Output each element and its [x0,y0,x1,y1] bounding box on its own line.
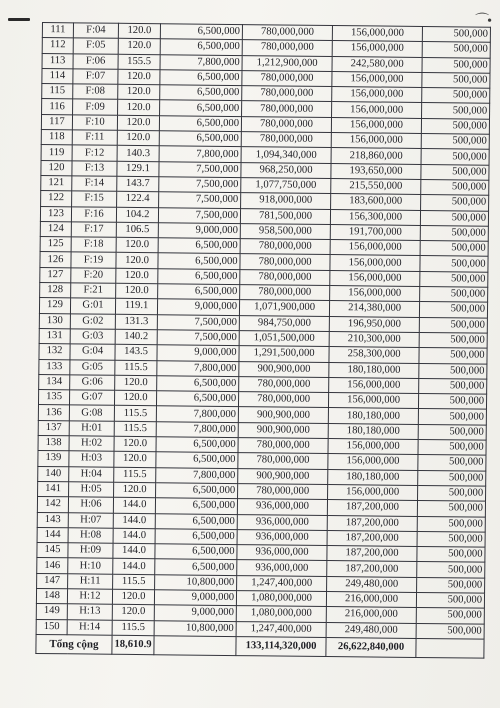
cell-price: 6,500,000 [160,39,242,55]
cell-fee: 500,000 [420,302,488,318]
cell-no: 132 [39,344,70,360]
cell-no: 136 [38,405,69,421]
cell-deposit: 210,300,000 [329,331,419,347]
cell-lot-code: H:03 [69,451,114,467]
totals-fee-empty [416,638,484,658]
cell-fee: 500,000 [420,256,488,272]
cell-fee: 500,000 [420,225,488,241]
cell-price: 6,500,000 [158,238,240,254]
cell-lot-code: F:17 [71,222,116,238]
cell-lot-code: H:09 [68,543,113,559]
cell-price: 7,500,000 [158,207,240,223]
cell-area: 140.3 [117,146,159,162]
cell-fee: 500,000 [420,287,488,303]
cell-deposit: 218,860,000 [331,148,421,164]
cell-price: 6,500,000 [157,391,239,407]
cell-area: 120.0 [117,130,159,146]
cell-price: 6,500,000 [157,376,239,392]
cell-total: 1,094,340,000 [241,147,331,163]
cell-no: 111 [42,23,73,39]
cell-deposit: 156,000,000 [332,87,422,103]
cell-deposit: 187,200,000 [327,546,417,562]
cell-total: 936,000,000 [237,529,327,545]
cell-no: 143 [37,512,68,528]
cell-price: 6,500,000 [155,513,237,529]
cell-fee: 500,000 [422,88,490,104]
cell-fee: 500,000 [419,363,487,379]
cell-fee: 500,000 [419,317,487,333]
cell-total: 900,900,000 [238,468,328,484]
cell-deposit: 191,700,000 [330,224,420,240]
cell-price: 7,500,000 [157,314,239,330]
cell-area: 115.5 [115,360,157,376]
cell-total: 900,900,000 [239,361,329,377]
cell-no: 131 [39,328,70,344]
cell-deposit: 156,000,000 [328,454,418,470]
cell-total: 1,071,900,000 [240,300,330,316]
cell-fee: 500,000 [422,57,490,73]
cell-fee: 500,000 [419,378,487,394]
cell-deposit: 216,000,000 [326,591,416,607]
cell-price: 6,500,000 [160,85,242,101]
cell-lot-code: F:07 [73,69,118,85]
cell-lot-code: F:15 [72,191,117,207]
cell-lot-code: G:06 [70,375,115,391]
cell-no: 140 [38,466,69,482]
cell-fee: 500,000 [418,470,486,486]
totals-label: Tổng cộng [36,634,112,654]
cell-total: 900,900,000 [238,407,328,423]
cell-area: 120.0 [114,390,156,406]
cell-total: 780,000,000 [239,392,329,408]
cell-area: 120.0 [116,253,158,269]
cell-price: 7,800,000 [156,467,238,483]
cell-total: 1,077,750,000 [241,178,331,194]
cell-price: 6,500,000 [156,437,238,453]
cell-deposit: 156,000,000 [332,41,422,57]
cell-no: 137 [38,420,69,436]
cell-area: 144.0 [113,543,155,559]
cell-deposit: 156,000,000 [332,26,422,42]
cell-fee: 500,000 [421,118,489,134]
cell-total: 918,000,000 [241,193,331,209]
cell-no: 113 [42,53,73,69]
cell-no: 115 [42,84,73,100]
cell-lot-code: F:11 [72,130,117,146]
cell-area: 144.0 [113,497,155,513]
cell-no: 112 [42,38,73,54]
cell-area: 106.5 [116,222,158,238]
cell-total: 780,000,000 [241,132,331,148]
cell-deposit: 214,380,000 [330,301,420,317]
cell-deposit: 187,200,000 [327,500,417,516]
cell-price: 10,800,000 [155,574,237,590]
cell-no: 147 [37,573,68,589]
cell-no: 124 [40,221,71,237]
cell-price: 6,500,000 [160,70,242,86]
cell-area: 131.3 [115,314,157,330]
cell-fee: 500,000 [418,424,486,440]
cell-no: 145 [37,543,68,559]
cell-no: 129 [39,298,70,314]
cell-fee: 500,000 [422,72,490,88]
cell-lot-code: F:06 [73,53,118,69]
cell-lot-code: H:11 [68,573,113,589]
cell-total: 780,000,000 [238,453,328,469]
cell-total: 781,500,000 [240,208,330,224]
cell-area: 119.1 [115,299,157,315]
cell-fee: 500,000 [419,394,487,410]
cell-no: 127 [40,267,71,283]
cell-no: 123 [40,206,71,222]
cell-fee: 500,000 [421,149,489,165]
cell-deposit: 156,000,000 [328,439,418,455]
cell-price: 9,000,000 [154,605,236,621]
cell-area: 120.0 [114,482,156,498]
cell-lot-code: G:04 [70,344,115,360]
cell-deposit: 242,580,000 [332,56,422,72]
cell-area: 115.5 [114,406,156,422]
cell-fee: 500,000 [420,210,488,226]
cell-fee: 500,000 [421,179,489,195]
cell-area: 129.1 [117,161,159,177]
cell-total: 936,000,000 [237,545,327,561]
cell-total: 1,080,000,000 [236,606,326,622]
cell-price: 7,800,000 [159,146,241,162]
cell-deposit: 156,300,000 [330,209,420,225]
cell-price: 6,500,000 [155,544,237,560]
cell-lot-code: F:18 [71,237,116,253]
cell-deposit: 196,950,000 [329,316,419,332]
cell-price: 7,800,000 [156,421,238,437]
cell-price: 9,000,000 [158,223,240,239]
cell-deposit: 156,000,000 [329,377,419,393]
cell-total: 900,900,000 [238,422,328,438]
cell-area: 120.0 [114,452,156,468]
cell-price: 6,500,000 [159,131,241,147]
cell-fee: 500,000 [418,485,486,501]
cell-total: 780,000,000 [240,254,330,270]
cell-deposit: 156,000,000 [332,102,422,118]
lot-price-table [35,22,491,659]
totals-price-empty [154,636,236,656]
cell-lot-code: H:08 [68,528,113,544]
cell-deposit: 249,480,000 [327,576,417,592]
cell-area: 143.7 [117,176,159,192]
cell-no: 130 [39,313,70,329]
cell-lot-code: H:01 [69,421,114,437]
cell-area: 120.0 [116,268,158,284]
cell-area: 115.5 [114,467,156,483]
cell-lot-code: H:04 [69,466,114,482]
cell-area: 120.0 [112,605,154,621]
cell-fee: 500,000 [418,409,486,425]
cell-total: 780,000,000 [240,269,330,285]
cell-lot-code: G:08 [69,405,114,421]
cell-price: 9,000,000 [154,590,236,606]
cell-deposit: 187,200,000 [327,530,417,546]
cell-no: 116 [42,99,73,115]
cell-fee: 500,000 [417,562,485,578]
cell-price: 6,500,000 [158,253,240,269]
cell-fee: 500,000 [422,26,490,42]
cell-area: 120.0 [118,23,160,39]
cell-fee: 500,000 [417,501,485,517]
cell-lot-code: H:14 [67,619,112,635]
cell-area: 120.0 [118,69,160,85]
cell-price: 6,500,000 [156,483,238,499]
cell-no: 144 [37,527,68,543]
cell-total: 780,000,000 [238,483,328,499]
cell-fee: 500,000 [417,516,485,532]
cell-area: 120.0 [114,436,156,452]
cell-no: 120 [41,160,72,176]
cell-price: 6,500,000 [155,559,237,575]
cell-total: 1,212,900,000 [242,55,332,71]
cell-fee: 500,000 [418,439,486,455]
cell-price: 10,800,000 [154,620,236,636]
cell-no: 146 [37,558,68,574]
cell-total: 780,000,000 [242,86,332,102]
cell-price: 6,500,000 [156,452,238,468]
totals-deposit: 26,622,840,000 [326,637,416,657]
cell-area: 115.5 [112,620,154,636]
cell-lot-code: F:21 [71,283,116,299]
cell-no: 142 [37,497,68,513]
cell-total: 968,250,000 [241,162,331,178]
cell-no: 149 [36,604,67,620]
cell-no: 121 [41,175,72,191]
cell-area: 120.0 [118,84,160,100]
cell-price: 6,500,000 [160,24,242,40]
cell-deposit: 249,480,000 [326,622,416,638]
cell-deposit: 156,000,000 [330,240,420,256]
cell-no: 141 [38,481,69,497]
cell-deposit: 215,550,000 [331,179,421,195]
cell-deposit: 187,200,000 [327,515,417,531]
cell-fee: 500,000 [421,195,489,211]
pen-mark-right: ⌒• [475,14,490,29]
cell-total: 780,000,000 [242,25,332,41]
pen-mark-left [8,18,30,21]
cell-deposit: 180,180,000 [328,423,418,439]
cell-fee: 500,000 [420,271,488,287]
cell-area: 115.5 [113,574,155,590]
cell-deposit: 180,180,000 [329,362,419,378]
cell-total: 936,000,000 [237,499,327,515]
cell-deposit: 156,000,000 [330,270,420,286]
cell-no: 133 [39,359,70,375]
cell-deposit: 258,300,000 [329,347,419,363]
cell-lot-code: F:16 [71,206,116,222]
cell-price: 6,500,000 [155,498,237,514]
cell-price: 7,800,000 [157,360,239,376]
cell-price: 6,500,000 [158,284,240,300]
cell-lot-code: F:19 [71,252,116,268]
cell-price: 9,000,000 [158,299,240,315]
cell-area: 120.0 [112,589,154,605]
cell-area: 120.0 [116,237,158,253]
cell-no: 125 [40,237,71,253]
cell-area: 115.5 [114,421,156,437]
cell-price: 7,800,000 [156,406,238,422]
cell-lot-code: F:05 [73,38,118,54]
cell-price: 7,500,000 [159,177,241,193]
cell-lot-code: F:13 [72,160,117,176]
cell-fee: 500,000 [419,348,487,364]
cell-fee: 500,000 [418,455,486,471]
cell-lot-code: H:10 [68,558,113,574]
cell-lot-code: F:08 [73,84,118,100]
cell-total: 780,000,000 [238,438,328,454]
cell-lot-code: F:09 [73,99,118,115]
cell-lot-code: F:20 [71,268,116,284]
cell-total: 1,051,500,000 [239,331,329,347]
cell-total: 1,080,000,000 [236,591,326,607]
cell-area: 144.0 [113,528,155,544]
table-body [36,23,491,659]
cell-total: 780,000,000 [242,40,332,56]
cell-area: 143.5 [115,345,157,361]
cell-price: 6,500,000 [160,100,242,116]
cell-area: 120.0 [115,375,157,391]
totals-row [36,634,484,658]
cell-deposit: 187,200,000 [327,561,417,577]
cell-fee: 500,000 [421,134,489,150]
cell-fee: 500,000 [416,608,484,624]
cell-area: 120.0 [118,100,160,116]
cell-total: 936,000,000 [237,514,327,530]
cell-deposit: 156,000,000 [329,393,419,409]
cell-deposit: 156,000,000 [332,71,422,87]
cell-deposit: 156,000,000 [328,484,418,500]
cell-price: 7,500,000 [157,330,239,346]
cell-lot-code: F:12 [72,145,117,161]
cell-total: 780,000,000 [242,70,332,86]
cell-fee: 500,000 [417,577,485,593]
cell-lot-code: G:05 [70,359,115,375]
cell-lot-code: H:06 [68,497,113,513]
cell-lot-code: H:12 [67,589,112,605]
cell-area: 120.0 [117,115,159,131]
cell-price: 9,000,000 [157,345,239,361]
cell-total: 936,000,000 [237,560,327,576]
cell-total: 780,000,000 [241,116,331,132]
cell-lot-code: F:14 [72,176,117,192]
cell-area: 140.2 [115,329,157,345]
cell-no: 126 [40,252,71,268]
cell-no: 148 [36,588,67,604]
cell-area: 144.0 [113,513,155,529]
cell-no: 150 [36,619,67,635]
cell-deposit: 216,000,000 [326,607,416,623]
cell-no: 128 [40,283,71,299]
cell-total: 780,000,000 [240,239,330,255]
cell-price: 6,500,000 [158,268,240,284]
cell-area: 120.0 [118,39,160,55]
cell-lot-code: H:02 [69,436,114,452]
cell-deposit: 156,000,000 [331,133,421,149]
cell-fee: 500,000 [417,547,485,563]
cell-fee: 500,000 [420,241,488,257]
cell-no: 135 [38,390,69,406]
cell-deposit: 156,000,000 [331,117,421,133]
cell-deposit: 156,000,000 [330,286,420,302]
cell-no: 134 [39,374,70,390]
cell-price: 6,500,000 [155,529,237,545]
cell-total: 1,291,500,000 [239,346,329,362]
cell-total: 780,000,000 [239,376,329,392]
cell-fee: 500,000 [421,164,489,180]
cell-deposit: 180,180,000 [328,469,418,485]
cell-price: 7,800,000 [160,54,242,70]
cell-no: 114 [42,68,73,84]
cell-area: 155.5 [118,54,160,70]
cell-total: 780,000,000 [242,101,332,117]
cell-no: 119 [41,145,72,161]
cell-price: 6,500,000 [159,116,241,132]
cell-lot-code: G:03 [70,329,115,345]
cell-total: 1,247,400,000 [236,621,326,637]
cell-deposit: 183,600,000 [331,194,421,210]
cell-lot-code: H:05 [69,482,114,498]
cell-deposit: 180,180,000 [328,408,418,424]
cell-no: 117 [41,114,72,130]
cell-lot-code: H:07 [68,512,113,528]
cell-fee: 500,000 [422,103,490,119]
cell-fee: 500,000 [416,623,484,639]
cell-area: 104.2 [116,207,158,223]
cell-no: 138 [38,435,69,451]
cell-total: 958,500,000 [240,223,330,239]
cell-price: 7,500,000 [159,192,241,208]
cell-deposit: 193,650,000 [331,163,421,179]
cell-area: 120.0 [116,283,158,299]
cell-price: 7,500,000 [159,161,241,177]
cell-area: 122.4 [117,192,159,208]
cell-total: 984,750,000 [239,315,329,331]
cell-no: 118 [41,130,72,146]
cell-fee: 500,000 [419,332,487,348]
cell-total: 780,000,000 [240,285,330,301]
cell-no: 139 [38,451,69,467]
cell-fee: 500,000 [417,531,485,547]
cell-lot-code: F:04 [73,23,118,39]
cell-fee: 500,000 [416,592,484,608]
cell-fee: 500,000 [422,42,490,58]
cell-area: 144.0 [113,559,155,575]
cell-lot-code: G:02 [70,313,115,329]
cell-total: 1,247,400,000 [237,575,327,591]
cell-lot-code: F:10 [72,115,117,131]
cell-no: 122 [41,191,72,207]
cell-lot-code: G:01 [70,298,115,314]
totals-area: 18,610.9 [112,635,154,654]
cell-lot-code: G:07 [69,390,114,406]
cell-deposit: 156,000,000 [330,255,420,271]
cell-lot-code: H:13 [67,604,112,620]
totals-total: 133,114,320,000 [236,636,326,656]
